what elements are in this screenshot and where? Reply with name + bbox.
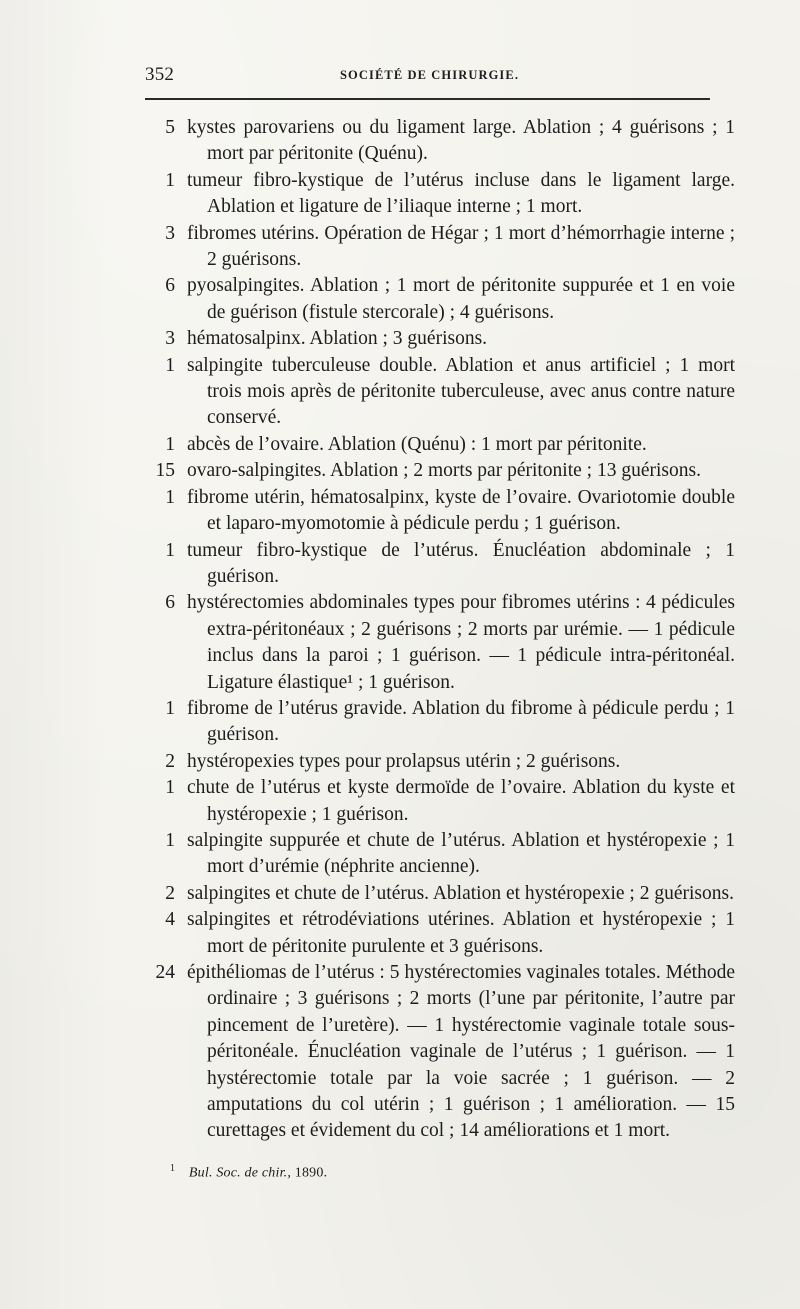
case-description: épithéliomas de l’utérus : 5 hystérectomies vaginales totales. Méthode ordinaire ; 3 guérisons ; 2 morts (l’une par péritonite, l’autre par pincement de l’uretère). — 1 hystérectomie vaginale totale sous-péritonéale. Énucléation vaginale de l’utérus ; 1 guérison. — 1 hystérectomie totale par la voie sacrée ; 1 guérison. — 2 amputations du col utérin ; 1 guérison ; 1 amélioration. — 15 curettages et évidement du col ; 14 améliorations et 1 mort. bbox=[187, 962, 735, 1142]
case-count: 1 bbox=[165, 486, 175, 508]
case-count: 6 bbox=[165, 275, 175, 297]
case-description: salpingites et rétrodéviations utérines. Ablation et hystéropexie ; 1 mort de péritonite purulente et 3 guérisons. bbox=[187, 909, 735, 957]
header-rule bbox=[145, 98, 710, 100]
case-count: 15 bbox=[155, 460, 175, 482]
case-description: kystes parovariens ou du ligament large. Ablation ; 4 guérisons ; 1 mort par péritonite (Quénu). bbox=[187, 117, 735, 165]
case-description: hématosalpinx. Ablation ; 3 guérisons. bbox=[187, 328, 488, 350]
running-title: SOCIÉTÉ DE CHIRURGIE. bbox=[340, 68, 520, 82]
case-list bbox=[145, 115, 735, 1145]
case-entry bbox=[145, 273, 735, 326]
case-entry bbox=[145, 749, 735, 775]
footnote-citation: Bul. Soc. de chir., bbox=[188, 1165, 292, 1181]
case-entry bbox=[145, 221, 735, 274]
case-entry bbox=[145, 538, 735, 591]
case-description: salpingites et chute de l’utérus. Ablation et hystéropexie ; 2 guérisons. bbox=[187, 882, 734, 904]
case-description: tumeur fibro-kystique de l’utérus. Énucléation abdominale ; 1 guérison. bbox=[187, 539, 735, 587]
case-count: 1 bbox=[165, 354, 175, 376]
case-description: hystérectomies abdominales types pour fibromes utérins : 4 pédicules extra-péritonéaux ; 2 guérisons ; 2 morts par urémie. — 1 pédicule inclus dans la paroi ; 1 guérison. — 1 pédicule intra-péritonéal. Ligature élastique¹ ; 1 guérison. bbox=[187, 592, 735, 693]
case-entry bbox=[145, 115, 735, 168]
case-count: 1 bbox=[165, 777, 175, 799]
case-count: 1 bbox=[165, 539, 175, 561]
case-count: 5 bbox=[165, 117, 175, 138]
case-description: fibromes utérins. Opération de Hégar ; 1 mort d’hémorrhagie interne ; 2 guérisons. bbox=[187, 222, 735, 271]
case-count: 3 bbox=[165, 328, 175, 350]
case-count: 1 bbox=[165, 433, 175, 455]
case-description: ovaro-salpingites. Ablation ; 2 morts par péritonite ; 13 guérisons. bbox=[187, 460, 701, 482]
case-count: 2 bbox=[165, 750, 175, 772]
case-count: 2 bbox=[165, 882, 175, 904]
case-entry bbox=[145, 960, 735, 1145]
case-count: 1 bbox=[165, 829, 175, 851]
page-header bbox=[145, 64, 710, 90]
case-count: 1 bbox=[165, 169, 175, 191]
case-entry bbox=[145, 458, 735, 484]
case-entry bbox=[145, 353, 735, 432]
case-entry bbox=[145, 326, 735, 352]
case-entry bbox=[145, 775, 735, 828]
page-edge-shading bbox=[0, 0, 110, 1309]
case-description: salpingite tuberculeuse double. Ablation et anus artificiel ; 1 mort trois mois après de péritonite tuberculeuse, avec anus contre nature conservé. bbox=[187, 354, 735, 429]
page-number: 352 bbox=[145, 64, 175, 85]
case-entry bbox=[145, 168, 735, 221]
case-description: fibrome utérin, hématosalpinx, kyste de l’ovaire. Ovariotomie double et laparo-myomotomie à pédicule perdu ; 1 guérison. bbox=[187, 486, 735, 535]
case-count: 6 bbox=[165, 592, 175, 614]
footnote bbox=[170, 1163, 670, 1182]
case-description: tumeur fibro-kystique de l’utérus incluse dans le ligament large. Ablation et ligature de l’iliaque interne ; 1 mort. bbox=[187, 169, 735, 218]
case-count: 4 bbox=[165, 909, 175, 931]
footnote-year: 1890. bbox=[294, 1165, 328, 1181]
case-description: salpingite suppurée et chute de l’utérus. Ablation et hystéropexie ; 1 mort d’urémie (néphrite ancienne). bbox=[187, 829, 735, 878]
case-description: abcès de l’ovaire. Ablation (Quénu) : 1 mort par péritonite. bbox=[187, 433, 647, 455]
case-entry bbox=[145, 828, 735, 881]
case-description: chute de l’utérus et kyste dermoïde de l’ovaire. Ablation du kyste et hystéropexie ; 1 guérison. bbox=[187, 777, 735, 825]
case-count: 24 bbox=[155, 962, 175, 983]
case-entry bbox=[145, 432, 735, 458]
case-entry bbox=[145, 590, 735, 696]
case-description: pyosalpingites. Ablation ; 1 mort de péritonite suppurée et 1 en voie de guérison (fistule stercorale) ; 4 guérisons. bbox=[187, 275, 735, 323]
case-entry bbox=[145, 696, 735, 749]
case-description: hystéropexies types pour prolapsus utérin ; 2 guérisons. bbox=[187, 750, 621, 772]
case-count: 3 bbox=[165, 222, 175, 244]
case-entry bbox=[145, 907, 735, 960]
case-count: 1 bbox=[165, 697, 175, 719]
case-entry bbox=[145, 485, 735, 538]
case-entry bbox=[145, 881, 735, 907]
footnote-marker: 1 bbox=[170, 1163, 176, 1174]
case-description: fibrome de l’utérus gravide. Ablation du fibrome à pédicule perdu ; 1 guérison. bbox=[187, 697, 735, 746]
